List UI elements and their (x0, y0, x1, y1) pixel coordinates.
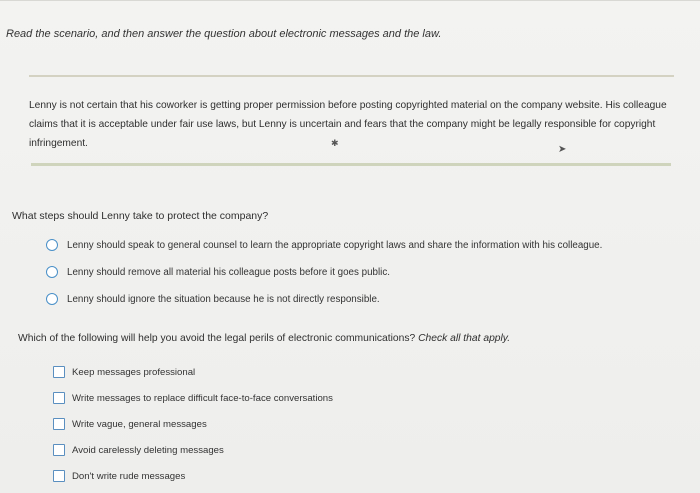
cursor-mark-icon: ✱ (331, 138, 339, 148)
checkbox-option-label: Keep messages professional (72, 366, 196, 378)
scenario-text: Lenny is not certain that his coworker is getting proper permission before posting copyrighted material on the company website. His colleague claims that it is acceptable under fair use laws, but Lenny is uncertain and fears that the company might be legally responsible for copyright infringement. (29, 100, 667, 149)
checkbox-option-2[interactable] (53, 392, 333, 404)
checkbox-icon[interactable] (53, 366, 65, 378)
mouse-pointer-icon: ➤ (558, 144, 567, 155)
scenario-top-divider (29, 75, 674, 77)
checkbox-icon[interactable] (53, 444, 65, 456)
radio-option-label: Lenny should speak to general counsel to learn the appropriate copyright laws and share the information with his colleague. (67, 239, 603, 251)
radio-button-icon[interactable] (46, 239, 58, 251)
question-2-prompt (18, 333, 510, 344)
radio-option-2[interactable] (46, 266, 390, 278)
scenario-bottom-divider (31, 163, 671, 166)
checkbox-option-1[interactable] (53, 366, 195, 378)
checkbox-option-label: Write vague, general messages (72, 418, 207, 430)
checkbox-icon[interactable] (53, 470, 65, 482)
radio-option-label: Lenny should remove all material his colleague posts before it goes public. (67, 266, 390, 278)
radio-button-icon[interactable] (46, 266, 58, 278)
question-1-prompt: What steps should Lenny take to protect the company? (12, 210, 269, 222)
radio-option-label: Lenny should ignore the situation because he is not directly responsible. (67, 293, 380, 305)
checkbox-option-5[interactable] (53, 470, 185, 482)
question-2-text: Which of the following will help you avoid the legal perils of electronic communications? (18, 333, 416, 344)
checkbox-option-label: Write messages to replace difficult face-to-face conversations (72, 392, 333, 404)
instructions-text: Read the scenario, and then answer the question about electronic messages and the law. (6, 28, 442, 40)
checkbox-icon[interactable] (53, 418, 65, 430)
checkbox-option-4[interactable] (53, 444, 224, 456)
checkbox-option-label: Avoid carelessly deleting messages (72, 444, 224, 456)
question-2-hint: Check all that apply. (418, 333, 511, 344)
radio-button-icon[interactable] (46, 293, 58, 305)
radio-option-1[interactable] (46, 239, 602, 251)
checkbox-option-label: Don't write rude messages (72, 470, 186, 482)
checkbox-option-3[interactable] (53, 418, 207, 430)
radio-option-3[interactable] (46, 293, 380, 305)
checkbox-icon[interactable] (53, 392, 65, 404)
